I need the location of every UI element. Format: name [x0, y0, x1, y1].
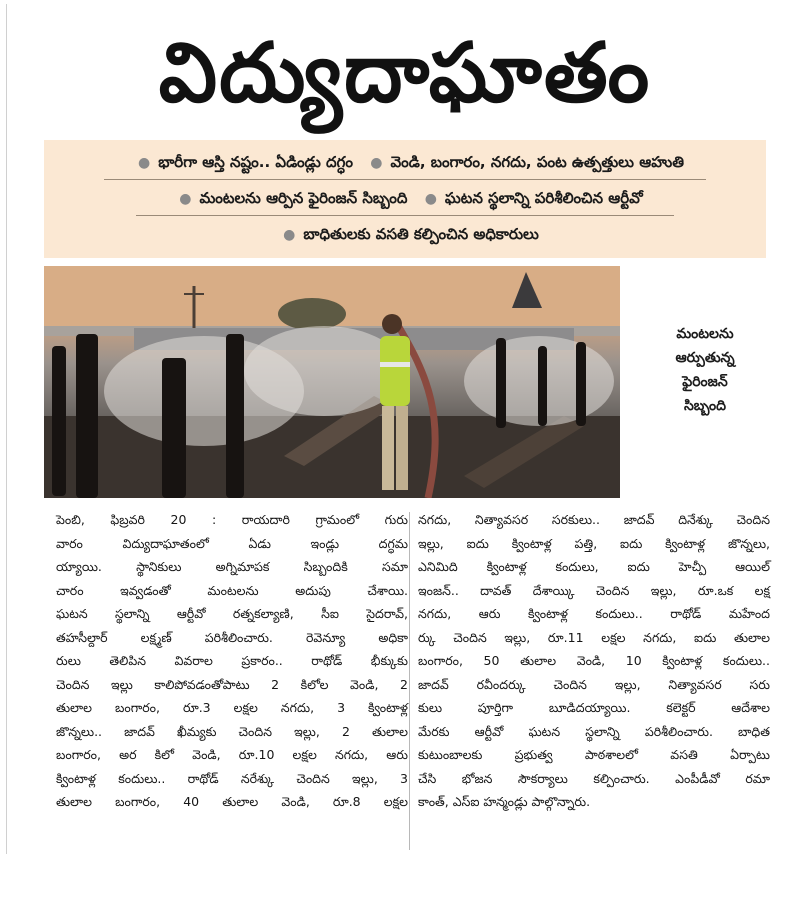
firefighter-leg: [396, 406, 408, 490]
article-line: క్వింటాళ్ల కందులు.. రాథోడ్ నరేశ్కు చెందిన ఇల్లు, 3: [56, 770, 408, 786]
firefighter-figure: [44, 266, 620, 498]
subhead-box: [44, 140, 766, 258]
subhead-text: మంటలను ఆర్పిన ఫైరింజన్ సిబ్బంది: [199, 189, 408, 207]
photo-caption: [650, 322, 760, 418]
article-line: జొన్నలు.. జాదవ్ ఖీమ్యకు చెందిన ఇల్లు, 2 తులాల: [56, 723, 408, 739]
subhead-row: [44, 184, 766, 213]
bullet-icon: ●: [179, 191, 192, 207]
news-photo-burnt-houses: [44, 266, 620, 498]
caption-line: ఆర్పుతున్న: [675, 350, 735, 366]
article-line: బంగారం, 50 తులాల వెండి, 10 క్వింటాళ్ల కందులు..: [418, 653, 770, 668]
article-line: ర్కు చెందిన ఇల్లు, రూ.11 లక్షల నగదు, ఐదు తులాల: [418, 629, 770, 645]
subhead-row: [44, 220, 766, 249]
headline: విద్యుదాఘాతం: [158, 26, 652, 121]
article-line: ఇంజన్.. దావత్ దేశాయ్కి చెందిన ఇల్లు, రూ.ఒక లక్ష: [418, 582, 770, 598]
article-line: ఘటన స్థలాన్ని ఆర్టీవో రత్నకల్యాణి, సీఐ సైదరావ్,: [56, 606, 408, 621]
article-line: చారం ఇవ్వడంతో మంటలను అదుపు చేశాయి.: [56, 582, 408, 598]
subhead-rule: [104, 179, 706, 180]
subhead-rule: [136, 215, 674, 216]
bullet-icon: ●: [283, 227, 296, 243]
caption-line: సిబ్బంది: [683, 398, 727, 414]
article-line: జాదవ్ రవీందర్కు చెందిన ఇల్లు, నిత్యావసర సరు: [418, 676, 770, 692]
article-line: కుటుంబాలకు ప్రభుత్వ పాఠశాలలో వసతి ఏర్పాటు: [418, 747, 770, 762]
article-line: మేరకు ఆర్టీవో ఘటన స్థలాన్ని పరిశీలించారు. బాధిత: [418, 723, 770, 739]
article-line: తులాల బంగారం, 40 తులాల వెండి, రూ.8 లక్షల: [56, 794, 408, 809]
article-line: ఎనిమిది క్వింటాళ్ల కందులు, ఐదు హెచ్పీ ఆయిల్: [418, 559, 770, 574]
article-line: రులు తెలిపిన వివరాల ప్రకారం.. రాథోడ్ భీక్కుకు: [56, 653, 408, 668]
page-edge-rule: [6, 4, 7, 854]
subhead-row: [44, 148, 766, 177]
reflective-vest: [380, 336, 410, 406]
article-line: నగదు, నిత్యావసర సరకులు.. జాదవ్ దినేశ్కు చెందిన: [418, 512, 770, 527]
article-line: బంగారం, అర కిలో వెండి, రూ.10 లక్షల నగదు, ఆరు: [56, 747, 408, 762]
firefighter-leg: [382, 406, 394, 490]
subhead-text: ఘటన స్థలాన్ని పరిశీలించిన ఆర్టీవో: [444, 189, 643, 207]
subhead-text: బాధితులకు వసతి కల్పించిన అధికారులు: [303, 225, 539, 243]
bullet-icon: ●: [138, 155, 151, 171]
article-line: చేసి భోజన సౌకర్యాలు కల్పించారు. ఎంపీడీవో రమా: [418, 770, 770, 786]
article-line: ఇల్లు, ఐదు క్వింటాళ్ల పత్తి, ఐదు క్వింటాళ్ల జొన్నలు,: [418, 535, 770, 551]
article-line: కాంత్, ఎస్ఐ హన్మండ్లు పాల్గొన్నారు.: [418, 794, 591, 809]
article-line: వారం విద్యుదాఘాతంలో ఏడు ఇండ్లు దగ్ధమ: [56, 535, 408, 551]
subhead-text: వెండి, బంగారం, నగదు, పంట ఉత్పత్తులు ఆహుతి: [390, 153, 684, 171]
article-line: నగదు, ఆరు క్వింటాళ్ల కందులు.. రాథోడ్ మహేంద: [418, 606, 770, 621]
article-line: పెంబి, ఫిబ్రవరి 20 : రాయదారి గ్రామంలో గురు: [56, 512, 408, 527]
column-divider: [409, 512, 410, 850]
caption-line: మంటలను: [676, 326, 734, 342]
bullet-icon: ●: [370, 155, 383, 171]
bullet-icon: ●: [424, 191, 437, 207]
article-line: చెందిన ఇల్లు కాలిపోవడంతోపాటు 2 కిలోల వెండి, 2: [56, 676, 408, 692]
firefighter-head: [382, 314, 402, 334]
article-column-right: [418, 508, 770, 814]
article-line: కులు పూర్తిగా బూడిదయ్యాయి. కలెక్టర్ ఆదేశాల: [418, 700, 770, 715]
article-column-left: [56, 508, 408, 814]
article-line: తులాల బంగారం, రూ.3 లక్షల నగదు, 3 క్వింటాళ్ల: [56, 700, 408, 715]
vest-stripe: [380, 362, 410, 367]
article-line: య్యాయి. స్థానికులు అగ్నిమాపక సిబ్బందికి సమా: [56, 559, 408, 574]
article-line: తహసీల్దార్ లక్ష్మణ్ పరిశీలించారు. రెవెన్యూ అధికా: [56, 629, 408, 645]
subhead-text: భారీగా ఆస్తి నష్టం.. ఏడిండ్లు దగ్ధం: [158, 153, 354, 171]
caption-line: ఫైరింజన్: [682, 374, 728, 390]
